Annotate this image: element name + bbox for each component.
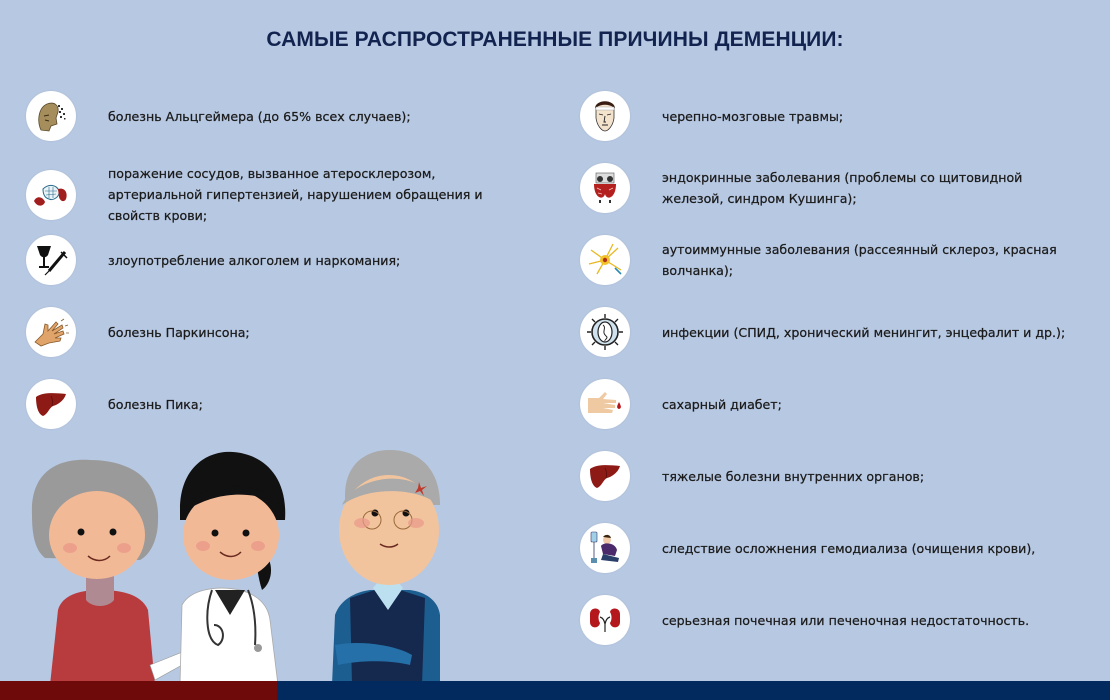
liver-icon bbox=[580, 451, 630, 501]
cause-item bbox=[580, 595, 1082, 645]
cause-text: сахарный диабет; bbox=[662, 396, 782, 412]
cause-text: болезнь Альцгеймера (до 65% всех случаев); bbox=[108, 108, 411, 124]
cause-item bbox=[580, 307, 1082, 357]
dialysis-patient-icon bbox=[580, 523, 630, 573]
neuron-icon bbox=[580, 235, 630, 285]
cause-item bbox=[26, 91, 498, 141]
cause-item bbox=[26, 235, 498, 285]
cause-item bbox=[580, 523, 1082, 573]
head-injury-icon bbox=[580, 91, 630, 141]
cause-text: болезнь Паркинсона; bbox=[108, 324, 250, 340]
people-illustration bbox=[0, 440, 480, 685]
cause-item bbox=[26, 163, 498, 226]
female-doctor-figure bbox=[150, 452, 285, 685]
thyroid-gland-icon bbox=[580, 163, 630, 213]
cause-item bbox=[580, 235, 1082, 285]
cause-item bbox=[26, 379, 498, 429]
cause-text: эндокринные заболевания (проблемы со щитовидной железой, синдром Кушинга); bbox=[662, 170, 1023, 206]
kidneys-icon bbox=[580, 595, 630, 645]
cause-text: инфекции (СПИД, хронический менингит, энцефалит и др.); bbox=[662, 324, 1066, 340]
liver-icon bbox=[26, 379, 76, 429]
trembling-hand-icon bbox=[26, 307, 76, 357]
wine-glass-syringe-icon bbox=[26, 235, 76, 285]
elderly-woman-figure bbox=[32, 460, 158, 685]
cause-text: болезнь Пика; bbox=[108, 396, 203, 412]
cause-item bbox=[580, 163, 1082, 213]
finger-blood-drop-icon bbox=[580, 379, 630, 429]
cause-text: злоупотребление алкоголем и наркомания; bbox=[108, 252, 401, 268]
footer-bar-blue bbox=[277, 681, 1110, 700]
cause-item bbox=[26, 307, 498, 357]
alzheimer-head-icon bbox=[26, 91, 76, 141]
elderly-man-figure bbox=[332, 450, 440, 685]
page-title: САМЫЕ РАСПРОСТРАНЕННЫЕ ПРИЧИНЫ ДЕМЕНЦИИ: bbox=[266, 28, 844, 51]
blood-vessel-icon bbox=[26, 170, 76, 220]
cause-item bbox=[580, 91, 1082, 141]
cause-text: аутоиммунные заболевания (рассеянный склероз, красная волчанка); bbox=[662, 242, 1057, 278]
cause-text: поражение сосудов, вызванное атеросклерозом, артериальной гипертензией, нарушением обращения и свойств крови; bbox=[108, 166, 483, 223]
cause-text: серьезная почечная или печеночная недостаточность. bbox=[662, 612, 1030, 628]
virus-icon bbox=[580, 307, 630, 357]
cause-text: следствие осложнения гемодиализа (очищения крови), bbox=[662, 540, 1036, 556]
cause-item bbox=[580, 451, 1082, 501]
cause-text: черепно-мозговые травмы; bbox=[662, 108, 844, 124]
cause-item bbox=[580, 379, 1082, 429]
footer-bar-red bbox=[0, 681, 277, 700]
cause-text: тяжелые болезни внутренних органов; bbox=[662, 468, 925, 484]
